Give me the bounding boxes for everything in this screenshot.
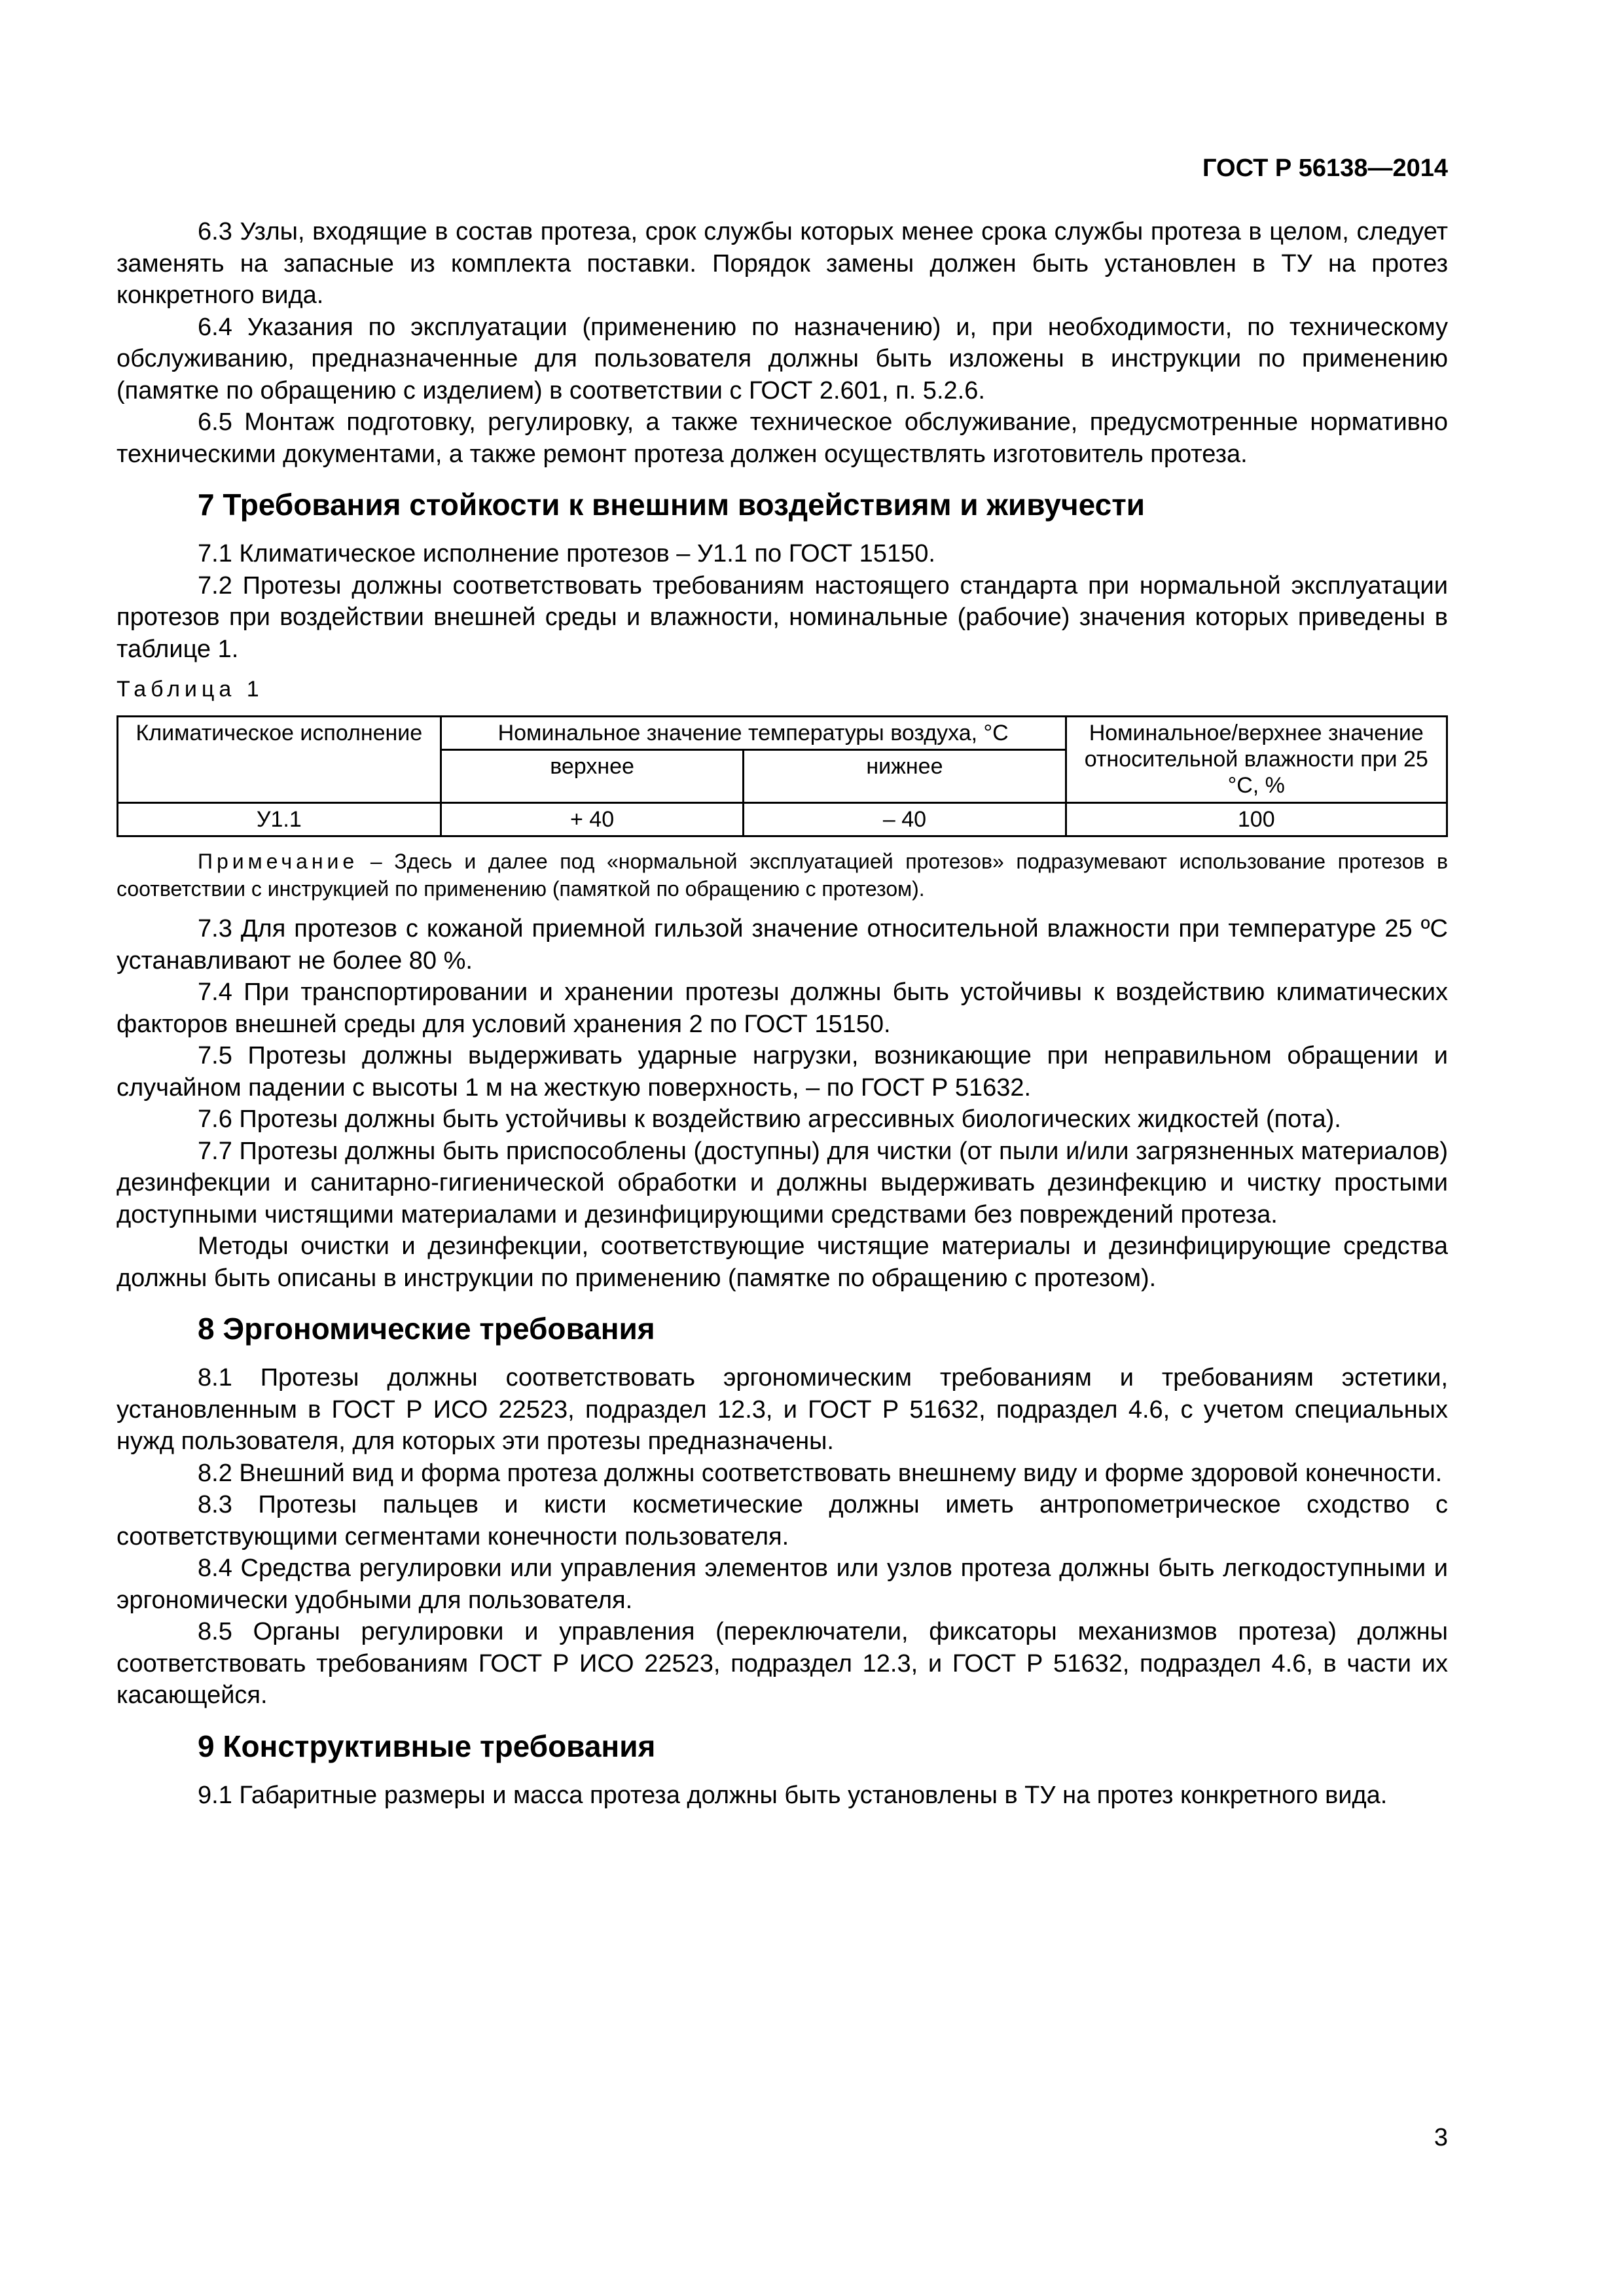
cell-climate: У1.1 bbox=[118, 803, 441, 836]
paragraph-7-4: 7.4 При транспортировании и хранении протезы должны быть устойчивы к воздействию климатических факторов внешней среды для условий хранения 2 по ГОСТ 15150. bbox=[117, 978, 1448, 1038]
table-note bbox=[117, 848, 1448, 903]
note-label: Примечание bbox=[198, 850, 359, 873]
paragraph-8-2: 8.2 Внешний вид и форма протеза должны соответствовать внешнему виду и форме здоровой конечности. bbox=[198, 1459, 1443, 1487]
header-humidity: Номинальное/верхнее значение относительной влажности при 25 °С, % bbox=[1066, 717, 1447, 803]
climate-table bbox=[117, 715, 1448, 837]
paragraph-7-7-methods: Методы очистки и дезинфекции, соответствующие чистящие материалы и дезинфицирующие средства должны быть описаны в инструкции по применению (памятке по обращению с протезом). bbox=[117, 1232, 1448, 1292]
paragraph-7-5: 7.5 Протезы должны выдерживать ударные нагрузки, возникающие при неправильном обращении и случайном падении с высоты 1 м на жесткую поверхность, – по ГОСТ Р 51632. bbox=[117, 1042, 1448, 1102]
cell-temp-upper: + 40 bbox=[441, 803, 744, 836]
section-8-heading: 8 Эргономические требования bbox=[198, 1312, 655, 1346]
paragraph-7-6: 7.6 Протезы должны быть устойчивы к воздействию агрессивных биологических жидкостей (пота). bbox=[198, 1105, 1341, 1133]
header-climate: Климатическое исполнение bbox=[118, 717, 441, 803]
header-temp-lower: нижнее bbox=[744, 750, 1066, 803]
paragraph-7-3: 7.3 Для протезов с кожаной приемной гильзой значение относительной влажности при температуре 25 ºC устанавливают не более 80 %. bbox=[117, 915, 1448, 975]
paragraph-8-1: 8.1 Протезы должны соответствовать эргономическим требованиям и требованиям эстетики, установленным в ГОСТ Р ИСО 22523, подраздел 12.3, и ГОСТ Р 51632, подраздел 4.6, с учетом специальных нужд пользователя, для которых эти протезы предназначены. bbox=[117, 1364, 1448, 1455]
page-number: 3 bbox=[1434, 2124, 1448, 2151]
paragraph-6-3: 6.3 Узлы, входящие в состав протеза, срок службы которых менее срока службы протеза в целом, следует заменять на запасные из комплекта поставки. Порядок замены должен быть установлен в ТУ на протез конкретного вида. bbox=[117, 218, 1448, 309]
cell-temp-lower: – 40 bbox=[744, 803, 1066, 836]
paragraph-6-4: 6.4 Указания по эксплуатации (применению по назначению) и, при необходимости, по техническому обслуживанию, предназначенные для пользователя должны быть изложены в инструкции по применению (памятке по обращению с изделием) в соответствии с ГОСТ 2.601, п. 5.2.6. bbox=[117, 313, 1448, 404]
paragraph-8-5: 8.5 Органы регулировки и управления (переключатели, фиксаторы механизмов протеза) должны соответствовать требованиям ГОСТ Р ИСО 22523, подраздел 12.3, и ГОСТ Р 51632, подраздел 4.6, в части их касающейся. bbox=[117, 1618, 1448, 1709]
paragraph-7-7: 7.7 Протезы должны быть приспособлены (доступны) для чистки (от пыли и/или загрязненных материалов) дезинфекции и санитарно-гигиенической обработки и должны выдерживать дезинфекцию и чистку простыми доступными чистящими материалами и дезинфицирующими средствами без повреждений протеза. bbox=[117, 1137, 1448, 1229]
paragraph-6-5: 6.5 Монтаж подготовку, регулировку, а также техническое обслуживание, предусмотренные нормативно техническими документами, а также ремонт протеза должен осуществлять изготовитель протеза. bbox=[117, 408, 1448, 468]
section-9-heading: 9 Конструктивные требования bbox=[198, 1729, 656, 1763]
table-row bbox=[118, 803, 1447, 836]
header-temperature: Номинальное значение температуры воздуха, °С bbox=[441, 717, 1066, 750]
paragraph-9-1: 9.1 Габаритные размеры и масса протеза должны быть установлены в ТУ на протез конкретного вида. bbox=[198, 1781, 1388, 1809]
document-body bbox=[117, 216, 1448, 1811]
paragraph-8-4: 8.4 Средства регулировки или управления элементов или узлов протеза должны быть легкодоступными и эргономически удобными для пользователя. bbox=[117, 1554, 1448, 1614]
section-7-heading: 7 Требования стойкости к внешним воздействиям и живучести bbox=[198, 488, 1146, 522]
paragraph-8-3: 8.3 Протезы пальцев и кисти косметические должны иметь антропометрическое сходство с соответствующими сегментами конечности пользователя. bbox=[117, 1491, 1448, 1551]
paragraph-7-2: 7.2 Протезы должны соответствовать требованиям настоящего стандарта при нормальной эксплуатации протезов при воздействии внешней среды и влажности, номинальные (рабочие) значения которых приведены в таблице 1. bbox=[117, 571, 1448, 663]
header-temp-upper: верхнее bbox=[441, 750, 744, 803]
document-code: ГОСТ Р 56138—2014 bbox=[1202, 154, 1448, 182]
note-text: – Здесь и далее под «нормальной эксплуатацией протезов» подразумевают использование протезов в соответствии с инструкцией по применению (памяткой по обращению с протезом). bbox=[117, 850, 1449, 901]
table-header-row bbox=[118, 717, 1447, 750]
cell-humidity: 100 bbox=[1066, 803, 1447, 836]
table-caption: Таблица 1 bbox=[117, 677, 264, 702]
paragraph-7-1: 7.1 Климатическое исполнение протезов – У1.1 по ГОСТ 15150. bbox=[198, 540, 935, 567]
